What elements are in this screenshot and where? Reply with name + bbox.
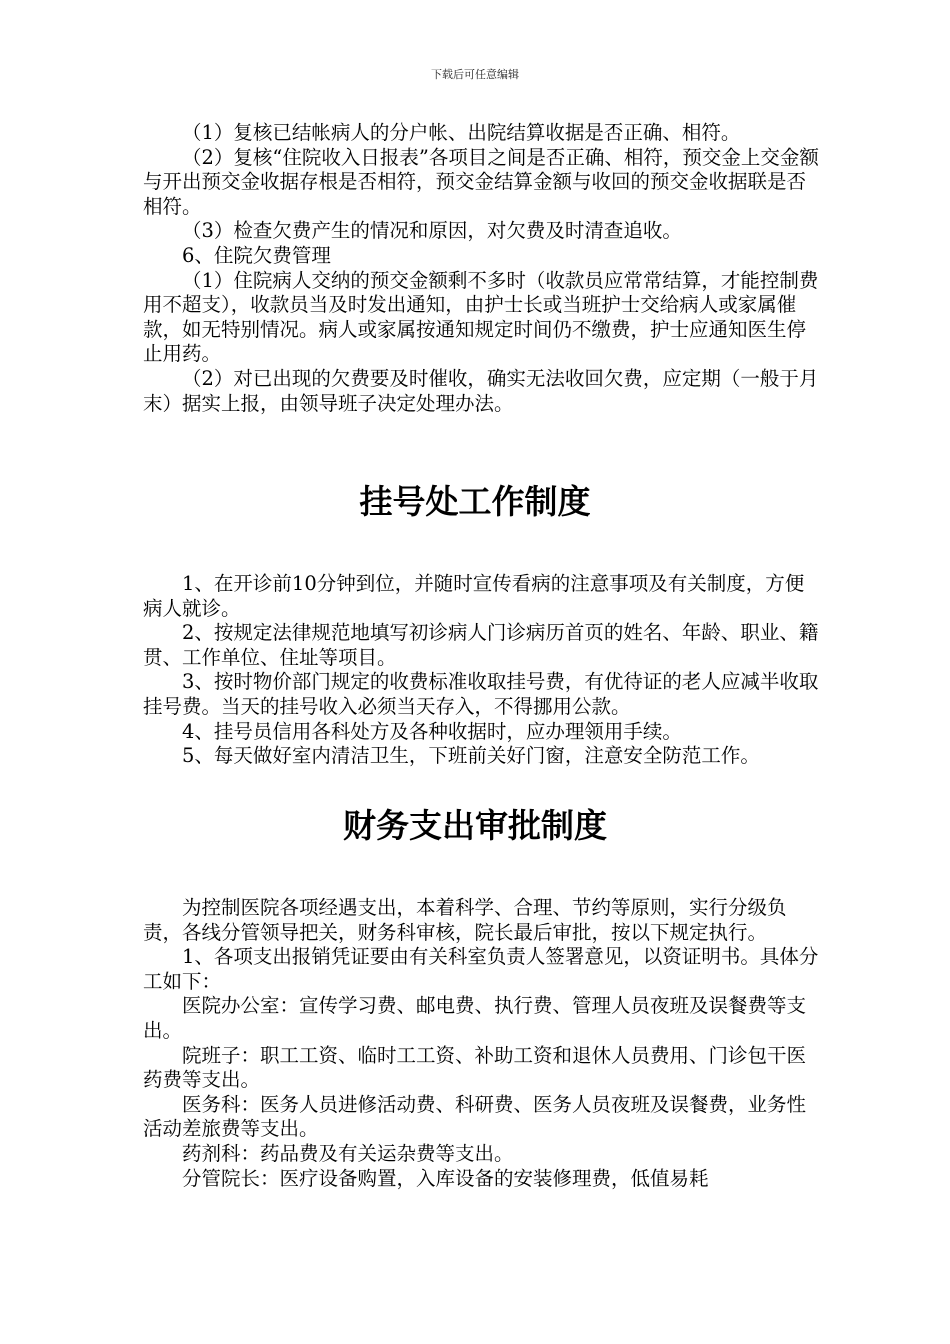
paragraph: 为控制医院各项经遇支出，本着科学、合理、节约等原则，实行分级负责，各线分管领导把关，财务科审核，院长最后审批，按以下规定执行。 [143,896,787,944]
paragraph: （2）复核“住院收入日报表”各项目之间是否正确、相符，预交金上交金额与开出预交金收据存根是否相符，预交金结算金额与收回的预交金收据联是否相符。 [143,145,819,218]
page-header: 下载后可任意编辑 [431,68,519,81]
paragraph: （3）检查欠费产生的情况和原因，对欠费及时清查追收。 [182,219,682,243]
section-registration [143,572,823,769]
paragraph: （1）住院病人交纳的预交金额剩不多时（收款员应常常结算，才能控制费用不超支），收款员当及时发出通知，由护士长或当班护士交给病人或家属催款，如无特别情况。病人或家属按通知规定时间仍不缴费，护士应通知医生停止用药。 [143,268,819,366]
paragraph: 5、每天做好室内清洁卫生，下班前关好门窗，注意安全防范工作。 [182,744,760,768]
paragraph: （1）复核已结帐病人的分户帐、出院结算收据是否正确、相符。 [182,121,741,144]
paragraph: 1、各项支出报销凭证要由有关科室负责人签署意见，以资证明书。具体分工如下： [143,945,819,993]
section-heading: 财务支出审批制度 [343,806,607,845]
paragraph: 1、在开诊前10分钟到位，并随时宣传看病的注意事项及有关制度，方便病人就诊。 [143,572,805,620]
paragraph: 6、住院欠费管理 [182,243,331,267]
paragraph: 3、按时物价部门规定的收费标准收取挂号费，有优待证的老人应减半收取挂号费。当天的挂号收入必须当天存入，不得挪用公款。 [143,670,819,718]
paragraph: （2）对已出现的欠费要及时催收，确实无法收回欠费，应定期（一般于月末）据实上报，由领导班子决定处理办法。 [143,366,819,415]
section-inpatient-billing [143,121,823,416]
paragraph: 分管院长：医疗设备购置，入库设备的安装修理费，低值易耗 [182,1166,709,1190]
paragraph: 2、按规定法律规范地填写初诊病人门诊病历首页的姓名、年龄、职业、籍贯、工作单位、住址等项目。 [143,621,819,669]
paragraph: 药剂科：药品费及有关运杂费等支出。 [182,1141,514,1165]
paragraph: 医院办公室：宣传学习费、邮电费、执行费、管理人员夜班及误餐费等支出。 [143,994,807,1042]
section-expense-approval [143,896,823,1191]
paragraph: 医务科：医务人员进修活动费、科研费、医务人员夜班及误餐费，业务性活动差旅费等支出。 [143,1092,807,1141]
paragraph: 4、挂号员信用各科处方及各种收据时，应办理领用手续。 [182,719,682,743]
section-heading: 挂号处工作制度 [359,482,591,521]
paragraph: 院班子：职工工资、临时工工资、补助工资和退休人员费用、门诊包干医药费等支出。 [143,1043,807,1092]
